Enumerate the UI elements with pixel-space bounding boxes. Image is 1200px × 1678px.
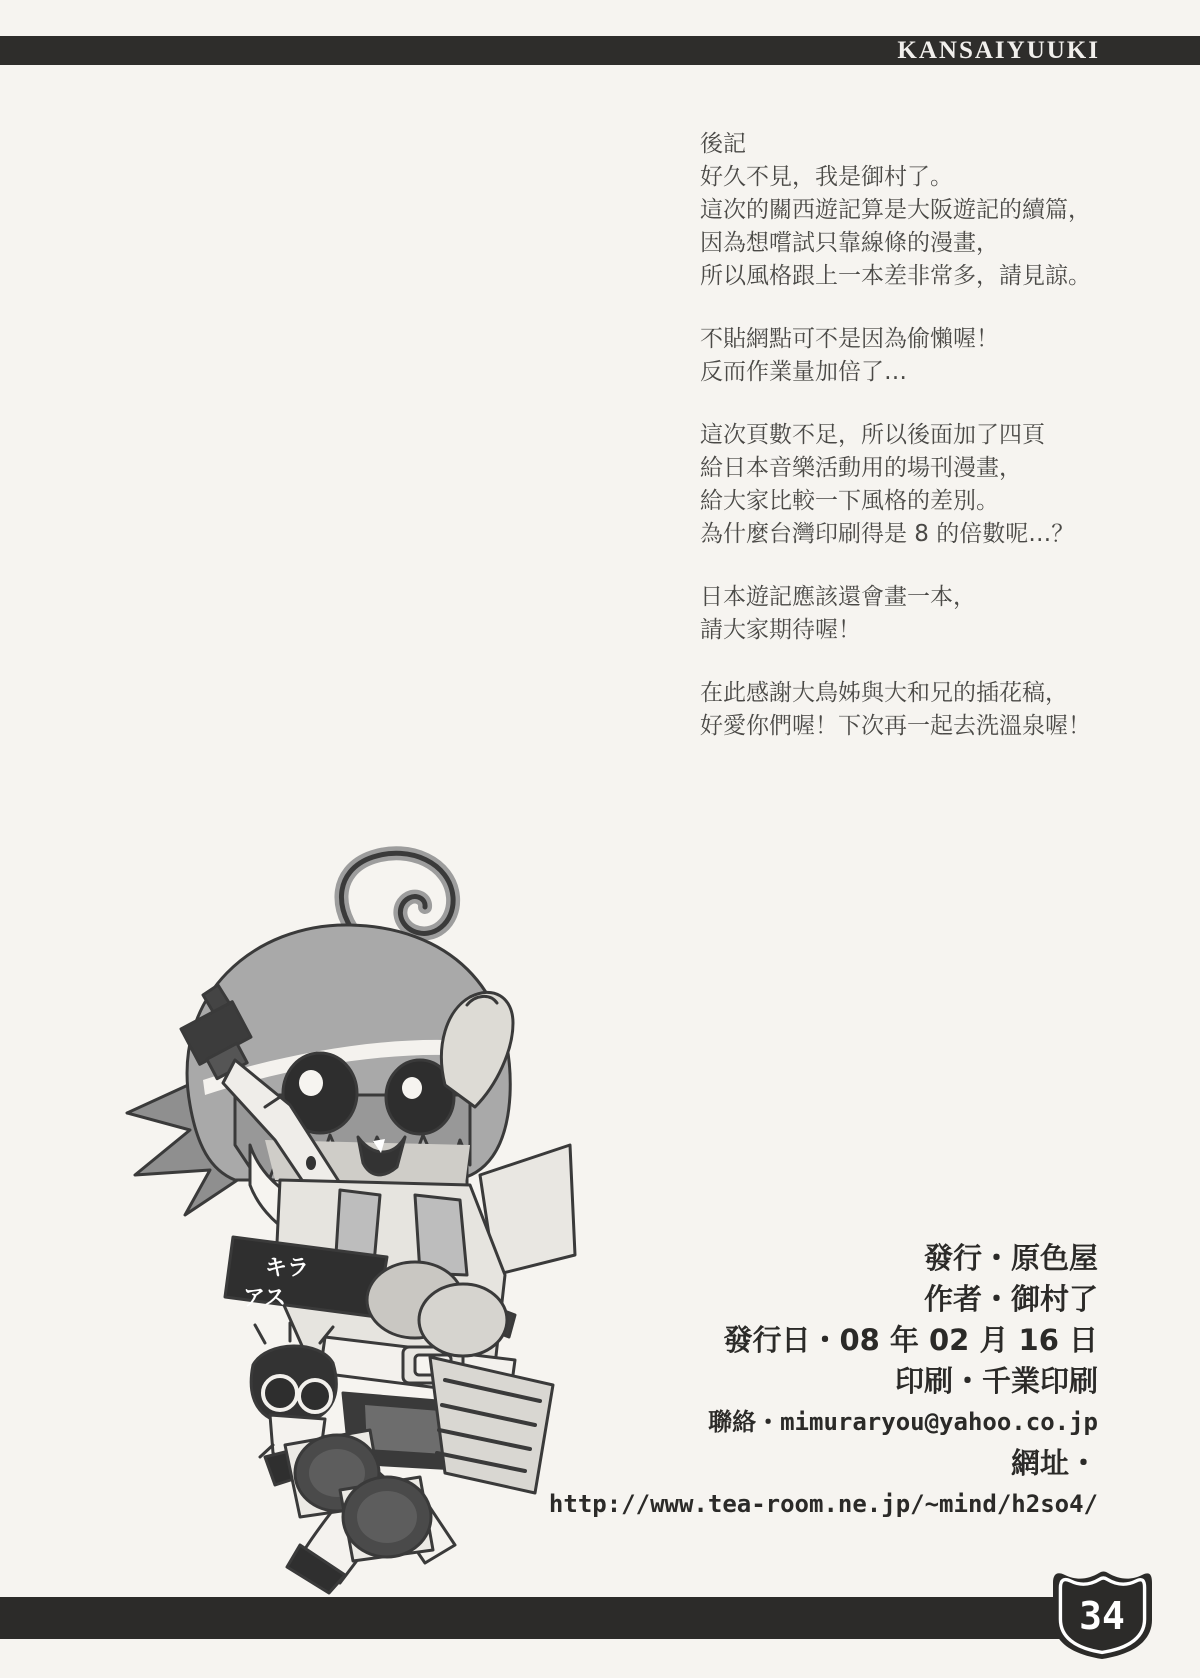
text-line: 日本遊記應該還會畫一本，	[700, 584, 976, 610]
page-title: KANSAIYUUKI	[897, 37, 1100, 64]
printer-line: 印刷・千業印刷	[894, 1364, 1098, 1398]
issue-date-line: 發行日・08 年 02 月 16 日	[723, 1323, 1098, 1357]
afterword-paragraph	[700, 419, 1130, 551]
credits-block	[458, 1238, 1098, 1525]
text-line: 不貼網點可不是因為偷懶喔！	[700, 326, 999, 352]
website-url: http://www.tea-room.ne.jp/~mind/h2so4/	[548, 1490, 1098, 1518]
afterword-paragraph	[700, 581, 1130, 647]
afterword-text	[700, 128, 1130, 773]
text-line: 後記	[700, 131, 746, 157]
website-label: 網址・	[1010, 1446, 1098, 1480]
text-line: 這次的關西遊記算是大阪遊記的續篇，	[700, 197, 1091, 223]
publisher-line: 發行・原色屋	[923, 1241, 1098, 1275]
afterword-paragraph	[700, 128, 1130, 293]
text-line: 因為想嚐試只靠線條的漫畫，	[700, 230, 999, 256]
header-bar	[0, 36, 1200, 65]
contact-line: 聯絡・mimuraryou@yahoo.co.jp	[708, 1408, 1098, 1436]
sleeve-text-bottom: アス	[243, 1286, 287, 1311]
page-number-badge	[1046, 1566, 1158, 1662]
sleeve-text-top: キラ	[265, 1256, 310, 1281]
page-number: 34	[1079, 1594, 1125, 1638]
author-line: 作者・御村了	[923, 1282, 1098, 1316]
text-line: 給大家比較一下風格的差別。	[700, 488, 999, 514]
text-line: 為什麼台灣印刷得是 8 的倍數呢…？	[700, 521, 1075, 547]
text-line: 這次頁數不足，所以後面加了四頁	[700, 422, 1045, 448]
footer-bar	[0, 1597, 1080, 1639]
text-line: 好久不見，我是御村了。	[700, 164, 953, 190]
text-line: 在此感謝大鳥姊與大和兄的插花稿，	[700, 680, 1068, 706]
text-line: 反而作業量加倍了…	[700, 359, 907, 385]
text-line: 好愛你們喔！下次再一起去洗溫泉喔！	[700, 713, 1091, 739]
text-line: 所以風格跟上一本差非常多，請見諒。	[700, 263, 1091, 289]
text-line: 請大家期待喔！	[700, 617, 861, 643]
afterword-paragraph	[700, 323, 1130, 389]
text-line: 給日本音樂活動用的場刊漫畫，	[700, 455, 1022, 481]
afterword-paragraph	[700, 677, 1130, 743]
